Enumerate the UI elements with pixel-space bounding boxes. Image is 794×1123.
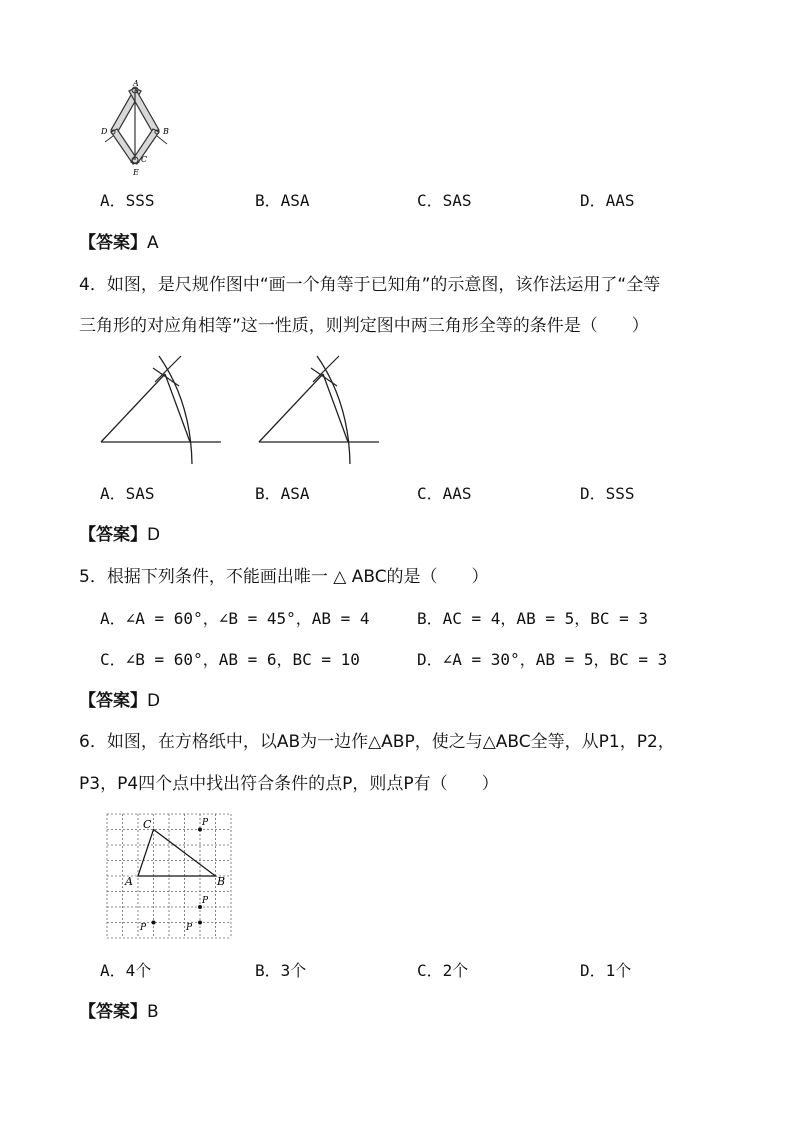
answer-value: D: [147, 525, 161, 545]
q3-option-a[interactable]: A．SSS: [100, 191, 155, 210]
grid-label-p4: P: [140, 923, 147, 933]
answer-value: B: [147, 1002, 159, 1022]
kite-label-a: A: [133, 79, 139, 88]
q3-option-c[interactable]: C．SAS: [417, 191, 472, 210]
q5-option-a[interactable]: A．∠A = 60°，∠B = 45°，AB = 4: [100, 609, 370, 628]
q4-option-d[interactable]: D．SSS: [580, 484, 635, 503]
q6-option-a[interactable]: A．4个: [100, 961, 152, 980]
q6-stem-line1: 6．如图，在方格纸中，以AB为一边作△ABP，使之与△ABC全等，从P1，P2，: [79, 732, 675, 752]
q5-option-d[interactable]: D．∠A = 30°，AB = 5，BC = 3: [417, 650, 668, 669]
grid-label-p2: P: [202, 896, 209, 906]
q4-answer: [79, 524, 160, 546]
kite-label-e: E: [133, 168, 139, 177]
grid-label-p1: P: [202, 818, 209, 828]
q4-option-b[interactable]: B．ASA: [255, 484, 310, 503]
q6-option-d[interactable]: D．1个: [580, 961, 632, 980]
answer-value: A: [147, 233, 159, 253]
q3-option-b[interactable]: B．ASA: [255, 191, 310, 210]
q6-answer: [79, 1001, 159, 1023]
answer-tag: 【答案】: [79, 233, 147, 253]
grid-label-a: A: [125, 875, 133, 888]
q6-grid-figure: [107, 814, 232, 939]
q6-option-c[interactable]: C．2个: [417, 961, 469, 980]
q4-angle-figure-2: [253, 352, 383, 467]
q5-stem: 5．根据下列条件，不能画出唯一 △ ABC的是（ ）: [79, 567, 489, 587]
q4-option-c[interactable]: C．AAS: [417, 484, 472, 503]
grid-label-c: C: [143, 818, 152, 831]
answer-tag: 【答案】: [79, 525, 147, 545]
answer-tag: 【答案】: [79, 1002, 147, 1022]
q4-stem-line1: 4．如图，是尺规作图中“画一个角等于已知角”的示意图，该作法运用了“全等: [79, 275, 661, 295]
answer-value: D: [147, 691, 161, 711]
kite-label-d: D: [101, 127, 108, 136]
q5-option-c[interactable]: C．∠B = 60°，AB = 6，BC = 10: [100, 650, 360, 669]
grid-label-p3: P: [186, 923, 193, 933]
q4-stem-line2: 三角形的对应角相等”这一性质，则判定图中两三角形全等的条件是（ ）: [79, 316, 649, 336]
q5-answer: [79, 690, 160, 712]
kite-label-c: C: [141, 155, 148, 164]
answer-tag: 【答案】: [79, 691, 147, 711]
q4-angle-figure-1: [95, 352, 225, 467]
q3-option-d[interactable]: D．AAS: [580, 191, 635, 210]
kite-label-b: B: [163, 127, 169, 136]
q6-option-b[interactable]: B．3个: [255, 961, 307, 980]
q4-option-a[interactable]: A．SAS: [100, 484, 155, 503]
q5-option-b[interactable]: B．AC = 4，AB = 5，BC = 3: [417, 609, 649, 628]
q3-answer: [79, 232, 159, 254]
q6-stem-line2: P3，P4四个点中找出符合条件的点P，则点P有（ ）: [79, 774, 499, 794]
grid-label-b: B: [217, 875, 226, 888]
q3-kite-figure: [95, 78, 185, 178]
